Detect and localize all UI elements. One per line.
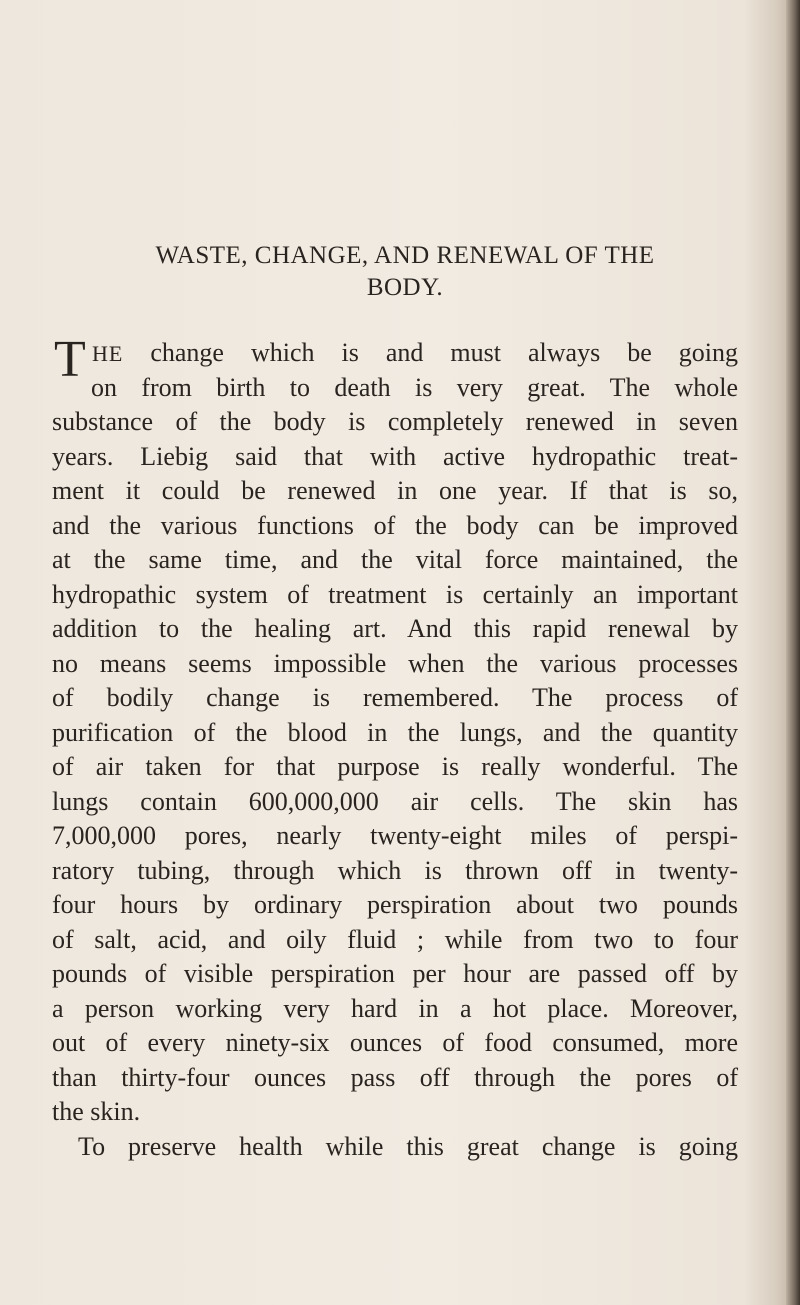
paragraph-1-line-3: substance of the body is completely renewed in seven — [52, 407, 738, 436]
paragraph-1-line-18: of salt, acid, and oily fluid ; while from two to four — [52, 924, 738, 954]
body-text — [52, 331, 738, 1164]
paragraph-1-line-20: a person working very hard in a hot place. Moreover, — [52, 993, 738, 1023]
paragraph-1-line-13: of air taken for that purpose is really wonderful. The — [52, 752, 738, 781]
paragraph-1-line-10: no means seems impossible when the various processes — [52, 648, 738, 678]
paragraph-1-line-19: pounds of visible perspiration per hour are passed off by — [52, 959, 738, 988]
paragraph-1-line-14: lungs contain 600,000,000 air cells. The skin has — [52, 786, 738, 816]
drop-cap: T — [54, 331, 86, 388]
paragraph-1-line-12: purification of the blood in the lungs, and the quantity — [52, 717, 738, 747]
paragraph-2-line-1: To preserve health while this great change is going — [78, 1131, 738, 1161]
paragraph-1-line-16: ratory tubing, through which is thrown off in twenty- — [52, 855, 738, 885]
paragraph-1-line-17: four hours by ordinary perspiration about two pounds — [52, 890, 738, 919]
chapter-title-line-1: WASTE, CHANGE, AND RENEWAL OF THE — [155, 242, 655, 269]
paragraph-1-line-8: hydropathic system of treatment is certainly an important — [52, 579, 738, 609]
paragraph-1-line-7: at the same time, and the vital force maintained, the — [52, 545, 738, 574]
paragraph-1-line-2: on from birth to death is very great. The whole — [91, 372, 738, 402]
paragraph-1-line-9: addition to the healing art. And this rapid renewal by — [52, 614, 738, 643]
paragraph-1-line-21: out of every ninety-six ounces of food consumed, more — [52, 1028, 738, 1057]
page-gutter-shadow — [786, 0, 800, 1305]
paragraph-1-line-11: of bodily change is remembered. The process of — [52, 683, 738, 712]
paragraph-1-line-15: 7,000,000 pores, nearly twenty-eight miles of perspi- — [52, 821, 738, 850]
paragraph-1-line-1-text: change which is and must always be going — [150, 338, 738, 367]
opening-small-caps: HE — [92, 341, 124, 366]
chapter-title-line-2: BODY. — [366, 274, 444, 301]
paragraph-1-line-5: ment it could be renewed in one year. If that is so, — [52, 476, 738, 505]
paragraph-1-line-23: the skin. — [52, 1097, 141, 1126]
paragraph-1-line-6: and the various functions of the body can be improved — [52, 510, 738, 540]
paragraph-1-line-22: than thirty-four ounces pass off through the pores of — [52, 1062, 738, 1092]
paragraph-1-line-4: years. Liebig said that with active hydropathic treat- — [52, 441, 738, 471]
